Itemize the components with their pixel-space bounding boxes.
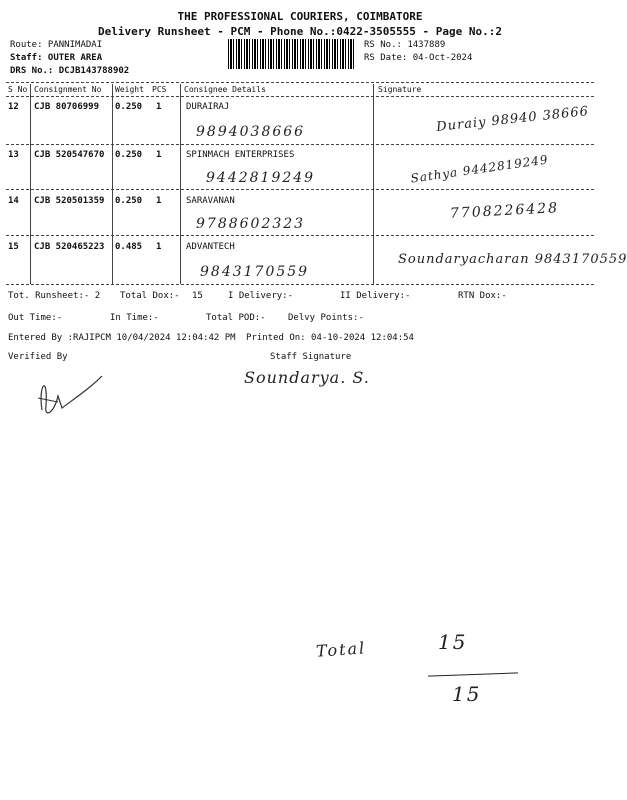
- rtn-dox: RTN Dox:-: [458, 291, 507, 301]
- row-rule: [6, 189, 594, 190]
- ii-delivery: II Delivery:-: [340, 291, 411, 301]
- row-weight: 0.250: [115, 196, 143, 206]
- route-label: Route: PANNIMADAI: [10, 40, 103, 50]
- row-consignee: SPINMACH ENTERPRISES: [186, 150, 295, 160]
- entered-by: Entered By :RAJIPCM 10/04/2024 12:04:42 PM: [8, 333, 236, 343]
- row-pcs: 1: [156, 242, 162, 252]
- total-dox-value: 15: [192, 291, 203, 301]
- row-rule: [6, 144, 594, 145]
- row-consignee: SARAVANAN: [186, 196, 235, 206]
- col-header-consignment: Consignment No: [34, 85, 102, 94]
- row-weight: 0.485: [115, 242, 143, 252]
- runsheet-title: Delivery Runsheet - PCM - Phone No.:0422-3505555 - Page No.:2: [98, 25, 502, 38]
- handwritten-signature: 7708226428: [449, 200, 560, 222]
- total-dox-label: Total Dox:-: [120, 291, 180, 301]
- col-header-weight: Weight: [115, 85, 144, 94]
- col-header-pcs: PCS: [152, 85, 167, 94]
- table-header-rule: [6, 96, 594, 97]
- rs-number: RS No.: 1437889: [364, 40, 446, 50]
- handwritten-phone: 9442819249: [206, 170, 316, 186]
- out-time: Out Time:-: [8, 313, 63, 323]
- column-divider: [180, 84, 181, 284]
- row-rule: [6, 235, 594, 236]
- handwritten-phone: 9788602323: [196, 216, 306, 232]
- company-title: THE PROFESSIONAL COURIERS, COIMBATORE: [177, 10, 423, 23]
- col-header-sno: S No: [8, 85, 28, 94]
- row-consignment: CJB 520547670: [34, 150, 105, 160]
- barcode: [228, 39, 356, 69]
- col-header-signature: Signature: [378, 85, 422, 94]
- handwritten-signature: Duraiy 98940 38666: [435, 104, 590, 135]
- fraction-line: [428, 672, 518, 676]
- drs-number: DRS No.: DCJB143788902: [10, 66, 130, 76]
- i-delivery: I Delivery:-: [228, 291, 294, 301]
- row-sno: 13: [8, 150, 19, 160]
- verified-by-label: Verified By: [8, 352, 68, 362]
- row-pcs: 1: [156, 150, 162, 160]
- handwritten-phone: 9894038666: [196, 124, 306, 140]
- row-sno: 12: [8, 102, 19, 112]
- column-divider: [30, 84, 31, 284]
- handwritten-phone: 9843170559: [200, 264, 310, 280]
- column-divider: [112, 84, 113, 284]
- row-sno: 15: [8, 242, 19, 252]
- handwritten-total-numerator: 15: [438, 630, 468, 654]
- in-time: In Time:-: [110, 313, 159, 323]
- row-weight: 0.250: [115, 102, 143, 112]
- verifier-signature: [28, 366, 108, 426]
- row-consignment: CJB 520465223: [34, 242, 105, 252]
- row-sno: 14: [8, 196, 19, 206]
- row-consignee: DURAIRAJ: [186, 102, 230, 112]
- handwritten-total-label: Total: [315, 638, 367, 661]
- rs-date: RS Date: 04-Oct-2024: [364, 53, 473, 63]
- table-bottom-rule: [6, 284, 594, 285]
- col-header-consignee: Consignee Details: [184, 85, 266, 94]
- row-consignment: CJB 80706999: [34, 102, 100, 112]
- row-pcs: 1: [156, 196, 162, 206]
- column-divider: [373, 84, 374, 284]
- staff-handwritten-signature: Soundarya. S.: [244, 368, 370, 387]
- handwritten-signature: Sathya 9442819249: [409, 152, 550, 186]
- printed-on: Printed On: 04-10-2024 12:04:54: [246, 333, 414, 343]
- handwritten-signature: Soundaryacharan 9843170559: [398, 252, 627, 267]
- delvy-points: Delvy Points:-: [288, 313, 364, 323]
- tot-runsheet: Tot. Runsheet:- 2: [8, 291, 101, 301]
- handwritten-total-denominator: 15: [452, 682, 482, 706]
- staff-label: Staff: OUTER AREA: [10, 53, 103, 63]
- row-pcs: 1: [156, 102, 162, 112]
- row-weight: 0.250: [115, 150, 143, 160]
- staff-signature-label: Staff Signature: [270, 352, 352, 362]
- row-consignment: CJB 520501359: [34, 196, 105, 206]
- table-top-rule: [6, 82, 594, 83]
- row-consignee: ADVANTECH: [186, 242, 235, 252]
- total-pod: Total POD:-: [206, 313, 266, 323]
